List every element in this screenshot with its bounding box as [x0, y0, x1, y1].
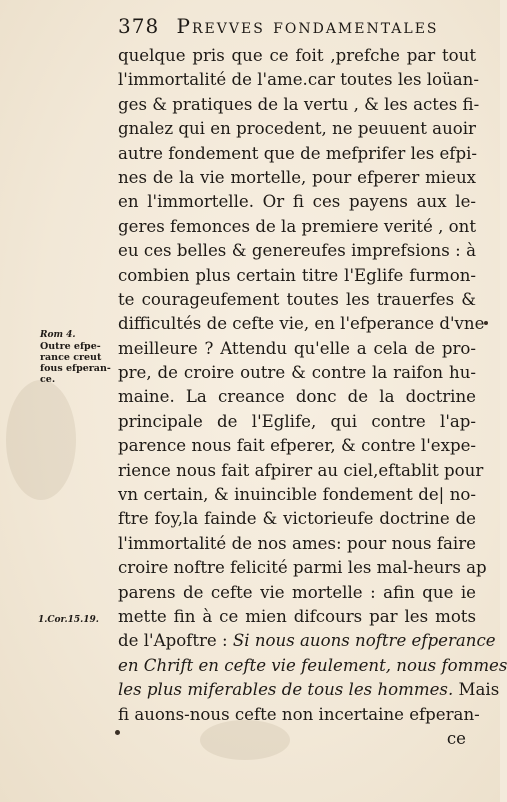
text-segment: fi auons-nous cefte non incertaine efperan- [118, 704, 480, 724]
margin-note-ref: Rom 4. [40, 330, 76, 340]
text-line [118, 142, 476, 166]
margin-note-line: rance creut [40, 352, 102, 363]
text-segment: gnalez qui en procedent, ne peuuent auoir [118, 119, 476, 139]
text-segment: te courageufement toutes les trauerfes & [118, 289, 476, 309]
margin-note-line: Outre efpe- [40, 341, 101, 352]
text-line [118, 581, 476, 605]
text-segment: mette fin à ce mien difcours par les mots [118, 606, 476, 626]
text-line [118, 532, 476, 556]
text-segment: quelque pris que ce foit ,prefche par tout [118, 46, 476, 65]
text-line [118, 507, 476, 531]
text-line [118, 434, 476, 458]
margin-note-corinthians: 1.Cor.15.19. [38, 615, 99, 625]
body-text [118, 44, 507, 751]
text-segment: ce [446, 728, 466, 748]
running-title: Prevves fondamentales [176, 14, 439, 38]
text-segment: ges & pratiques de la vertu , & les actes fi- [118, 94, 480, 114]
text-segment: eu ces belles & genereufes imprefsions : à [118, 241, 476, 261]
text-line [118, 459, 484, 483]
text-line [118, 703, 480, 727]
text-segment: autre fondement que de mefprifer les efpi- [118, 143, 477, 163]
margin-note-romans [40, 330, 111, 385]
text-segment: de l'Apoftre : [118, 631, 233, 651]
italic-quote: en Chrift en cefte vie feulement, nous fommes [118, 655, 507, 675]
text-segment: rience nous fait afpirer au ciel,eftablit pour [118, 460, 484, 480]
text-segment: en l'immortelle. Or fi ces payens aux le- [118, 192, 476, 212]
text-line [118, 629, 496, 653]
text-segment: pre, de croire outre & contre la raifon hu- [118, 363, 476, 383]
text-line [118, 93, 480, 117]
text-segment: l'immortalité de nos ames: pour nous faire [118, 533, 476, 553]
margin-note-line: ce. [40, 374, 56, 385]
text-line [118, 654, 507, 678]
page-header [118, 14, 478, 40]
text-line [118, 239, 476, 263]
paper-stain [6, 380, 76, 500]
italic-quote: les plus miferables de tous les hommes. [118, 680, 454, 700]
text-segment: parence nous fait efperer, & contre l'expe- [118, 436, 476, 456]
text-segment: meilleure ? Attendu qu'elle a cela de pro- [118, 338, 476, 358]
text-line [118, 117, 476, 141]
text-segment: combien plus certain titre l'Eglife furmon- [118, 265, 476, 285]
text-segment: l'immortalité de l'ame.car toutes les loüan- [118, 70, 479, 90]
ink-dot [484, 321, 488, 325]
text-line [118, 727, 476, 751]
text-line [118, 410, 476, 434]
text-line [118, 361, 476, 385]
text-segment: maine. La creance donc de la doctrine [118, 387, 476, 407]
text-line [118, 385, 476, 409]
page-number: 378 [118, 14, 160, 38]
text-segment: geres femonces de la premiere verité , ont [118, 216, 476, 236]
text-line [118, 215, 476, 239]
text-line [118, 190, 476, 214]
text-line [118, 678, 500, 702]
text-line [118, 44, 476, 68]
text-line [118, 264, 476, 288]
text-line [118, 605, 476, 629]
text-line [118, 312, 485, 336]
text-segment: ftre foy,la fainde & victorieufe doctrine de [118, 509, 476, 529]
text-line [118, 337, 476, 361]
text-line [118, 68, 479, 92]
text-line [118, 483, 476, 507]
text-line [118, 288, 476, 312]
text-segment: parens de cefte vie mortelle : afin que ie [118, 582, 476, 602]
text-segment: nes de la vie mortelle, pour efperer mieux [118, 167, 476, 187]
text-segment: croire noftre felicité parmi les mal-heurs ap [118, 558, 487, 578]
text-segment: vn certain, & inuincible fondement de| no- [118, 485, 476, 505]
text-segment: Mais [453, 680, 500, 700]
ink-dot [115, 730, 120, 735]
italic-quote: Si nous auons noftre efperance [232, 631, 496, 651]
text-line [118, 556, 487, 580]
text-segment: principale de l'Eglife, qui contre l'ap- [118, 411, 476, 431]
text-line [118, 166, 476, 190]
text-segment: difficultés de cefte vie, en l'efperance d'vne [118, 314, 485, 334]
margin-note-line: fous efperan- [40, 363, 111, 374]
